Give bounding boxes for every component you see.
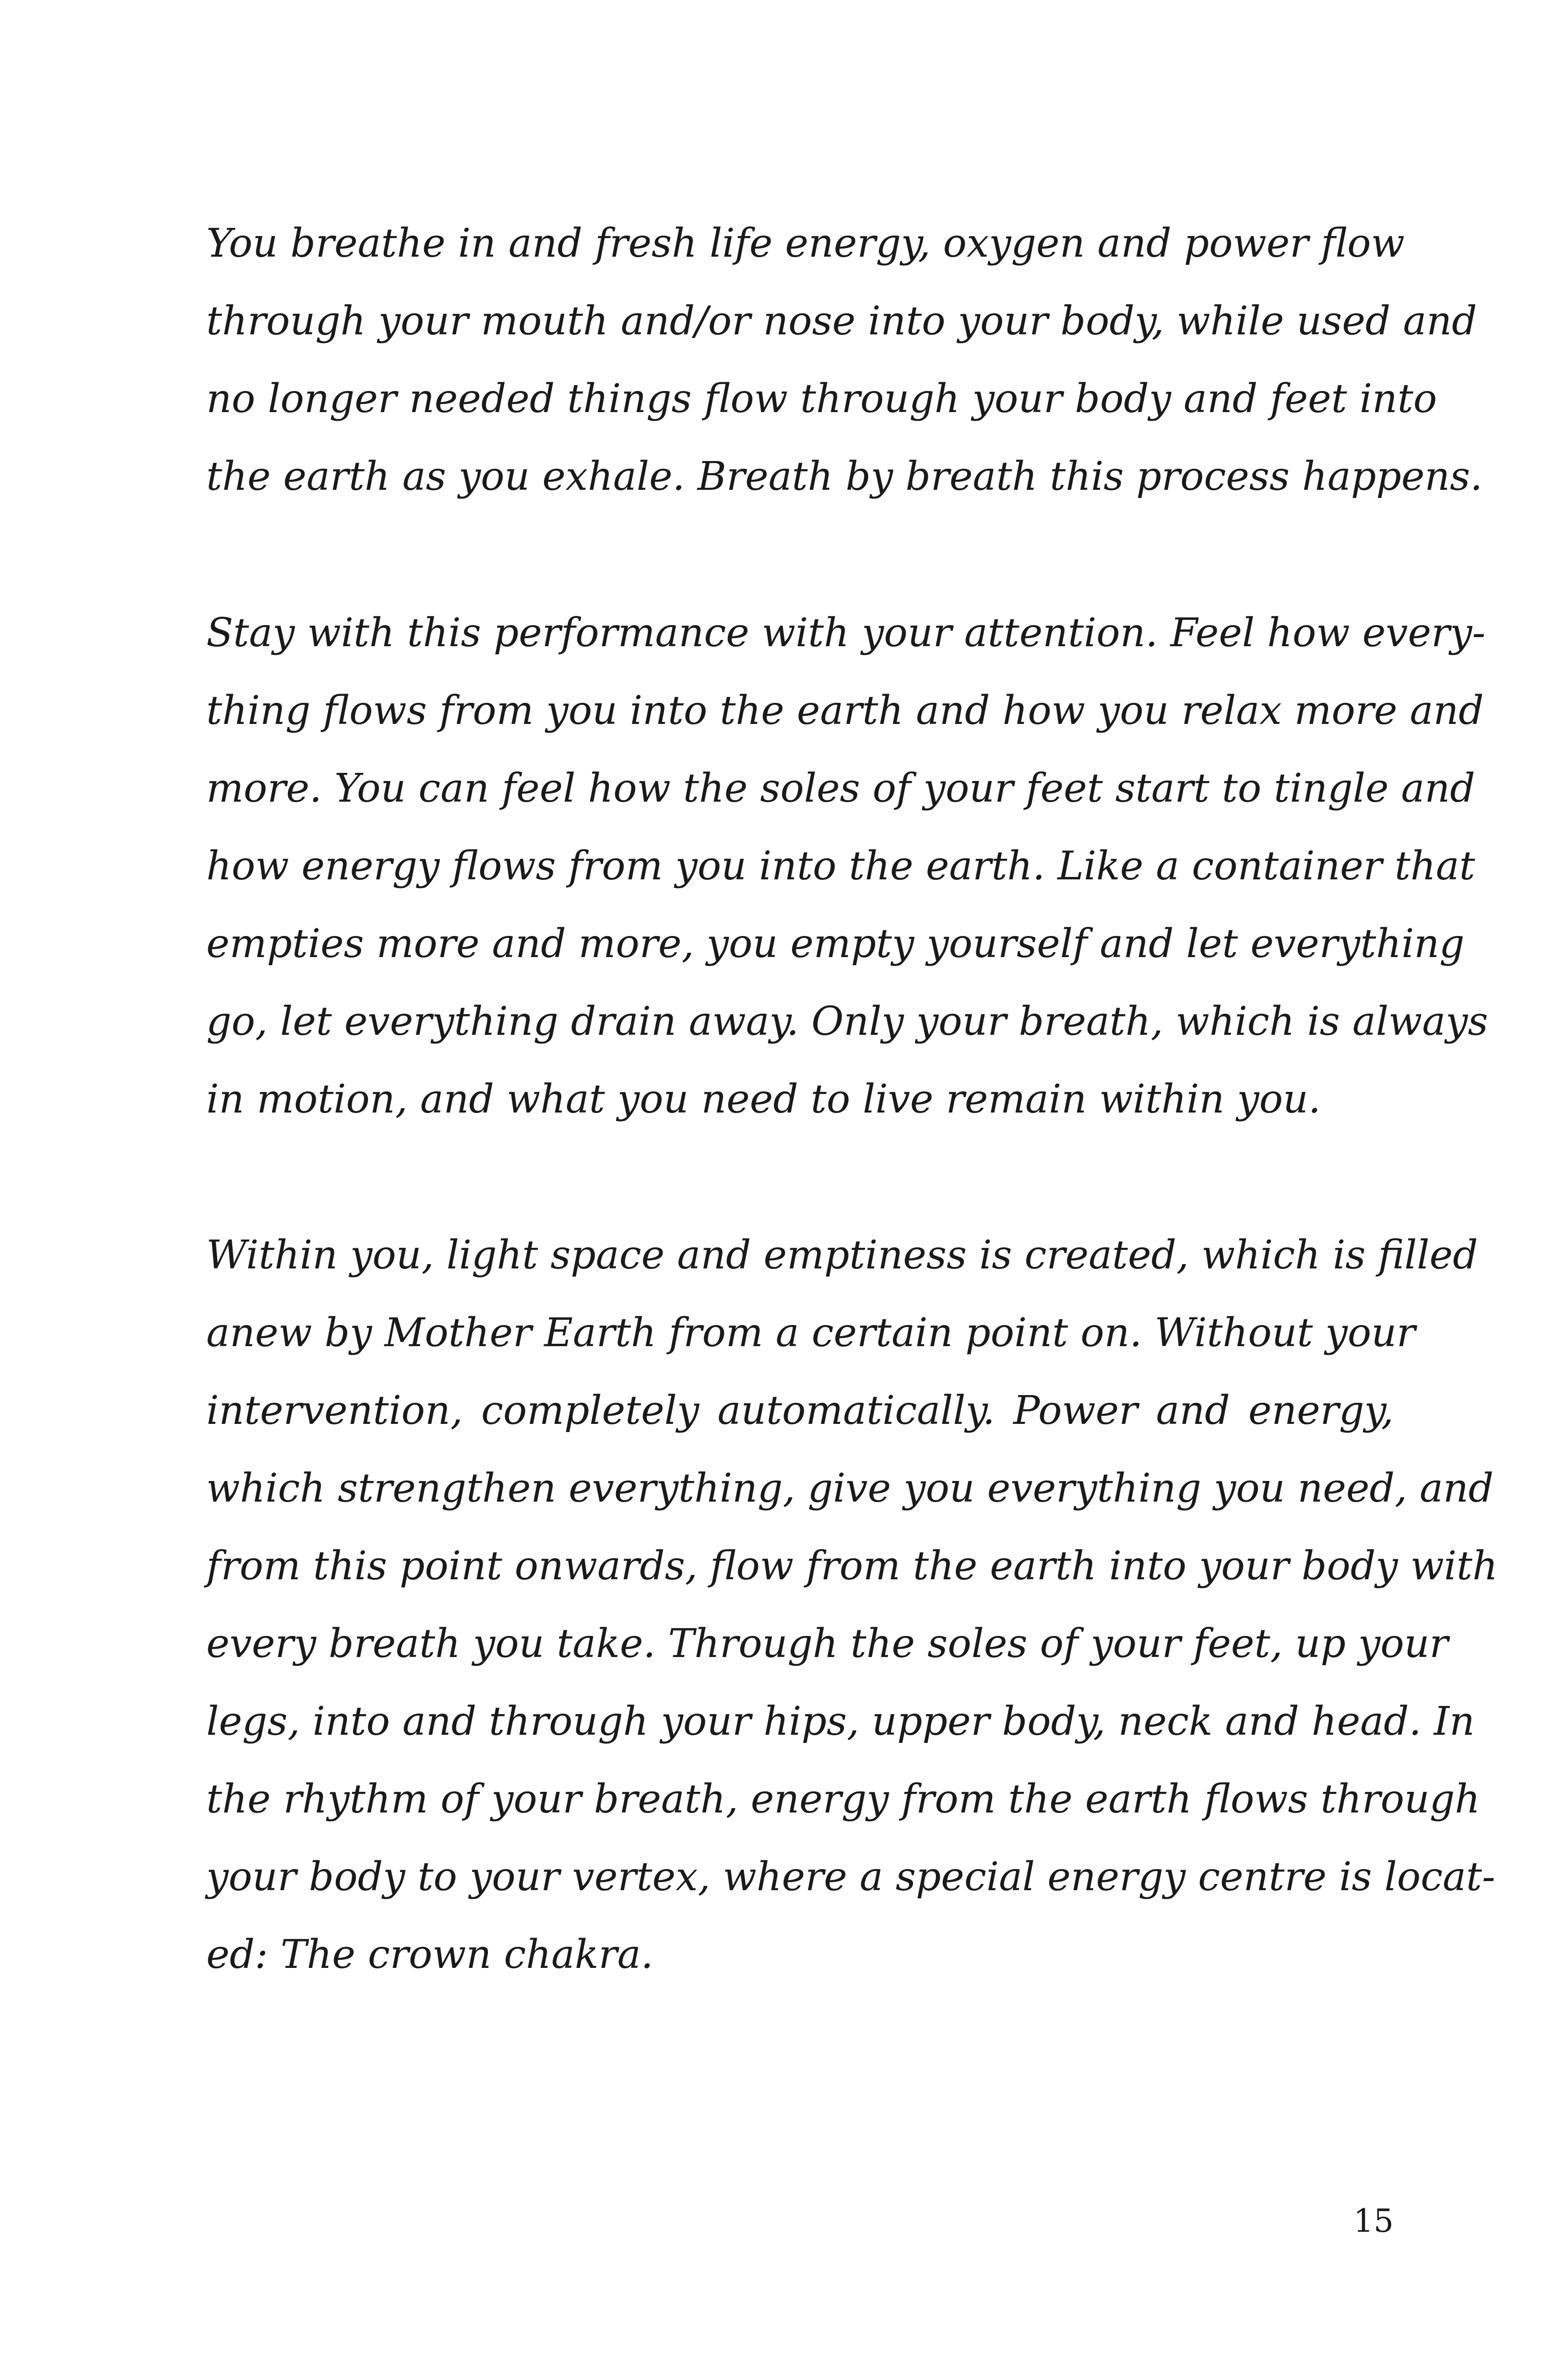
text-line: empties more and more, you empty yourself and let everything [206, 921, 1465, 967]
text-line: every breath you take. Through the soles of your feet, up your [206, 1621, 1448, 1667]
text-line: intervention, completely automatically. Power and energy, [206, 1388, 1394, 1433]
text-line: Within you, light space and emptiness is created, which is filled [206, 1232, 1478, 1278]
text-line: go, let everything drain away. Only your breath, which is always [206, 999, 1488, 1044]
text-line: the earth as you exhale. Breath by breath this process happens. [206, 454, 1483, 499]
text-line: which strengthen everything, give you everything you need, and [206, 1466, 1494, 1511]
page-number: 15 [1353, 2202, 1394, 2239]
text-line: how energy flows from you into the earth. Like a container that [206, 843, 1475, 889]
text-line: in motion, and what you need to live remain within you. [206, 1077, 1321, 1122]
text-line: legs, into and through your hips, upper body, neck and head. In [206, 1699, 1475, 1744]
text-line: anew by Mother Earth from a certain point on. Without your [206, 1310, 1416, 1356]
text-line: the rhythm of your breath, energy from the earth flows through [206, 1776, 1481, 1822]
text-line: no longer needed things flow through your body and feet into [206, 376, 1437, 422]
text-line: You breathe in and fresh life energy, oxygen and power flow [206, 221, 1405, 266]
text-line: from this point onwards, flow from the earth into your body with [206, 1543, 1498, 1589]
text-line: Stay with this performance with your attention. Feel how every- [206, 610, 1486, 656]
paragraph-breathing [206, 205, 1483, 516]
paragraph-attention [206, 594, 1488, 1138]
text-line: ed: The crown chakra. [206, 1932, 653, 1977]
text-line: your body to your vertex, where a special energy centre is locat- [206, 1854, 1495, 1900]
text-line: thing flows from you into the earth and how you relax more and [206, 688, 1484, 734]
text-line: more. You can feel how the soles of your feet start to tingle and [206, 766, 1475, 811]
text-line: through your mouth and/or nose into your body, while used and [206, 298, 1477, 344]
paragraph-crown-chakra [206, 1217, 1498, 1994]
